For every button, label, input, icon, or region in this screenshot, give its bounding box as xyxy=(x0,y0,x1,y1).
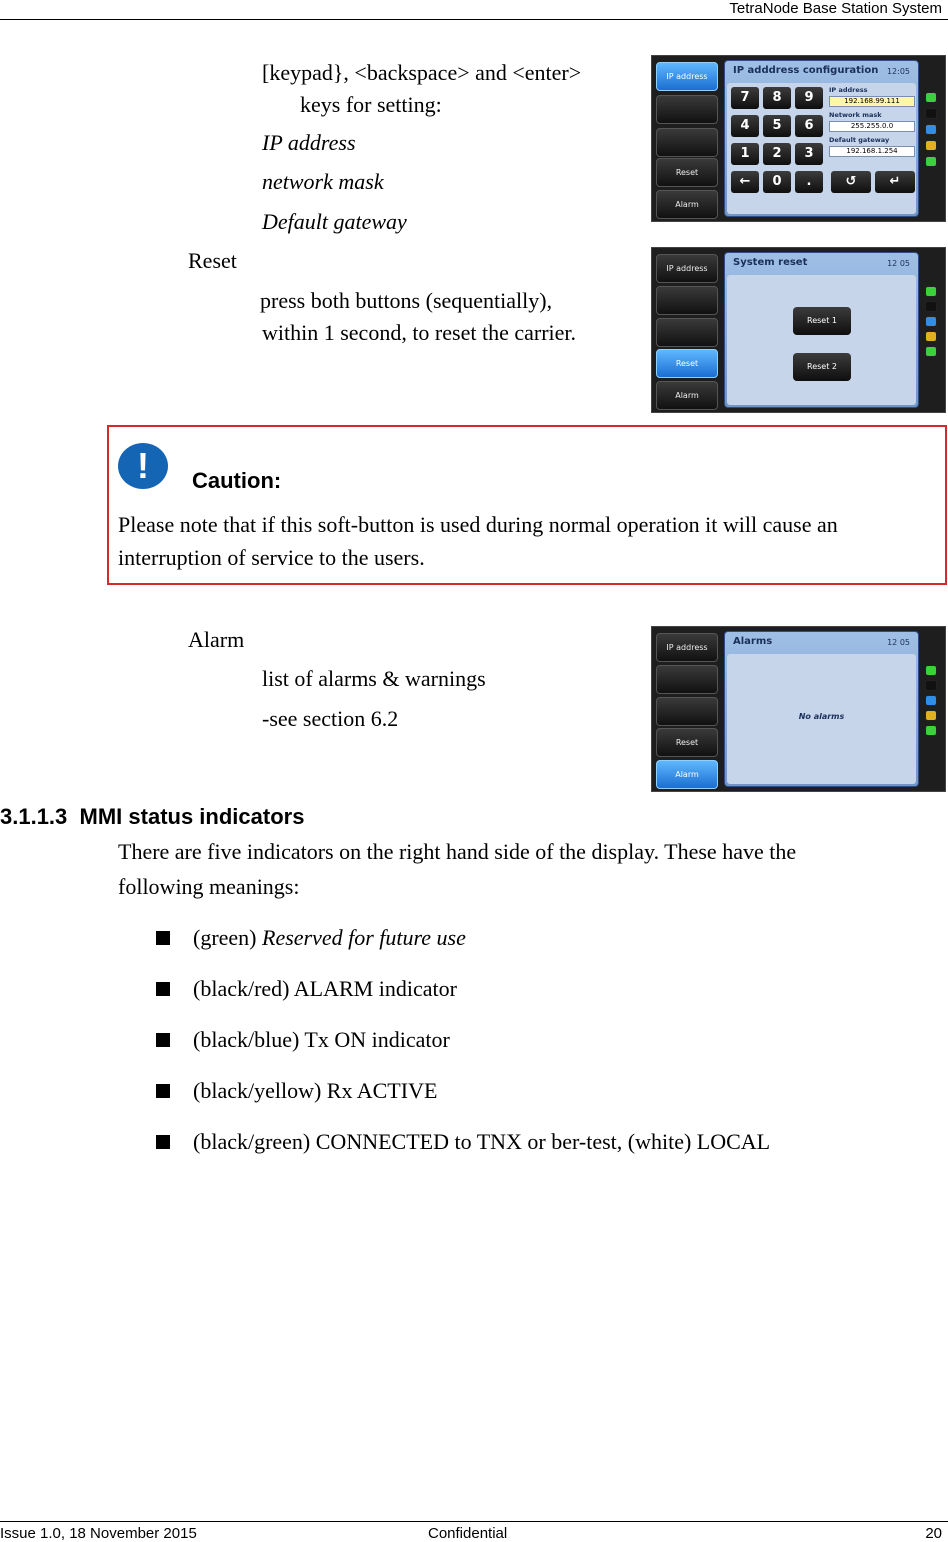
alarms-display xyxy=(724,631,919,787)
bullet-square-icon xyxy=(156,931,170,945)
key-7[interactable]: 7 xyxy=(731,87,759,109)
alarm-heading: Alarm xyxy=(188,627,245,652)
key-0[interactable]: 0 xyxy=(763,171,791,193)
side-button-reset[interactable]: Reset xyxy=(656,728,718,757)
caution-title: Caution: xyxy=(192,468,282,493)
led-green-2-icon xyxy=(925,725,937,736)
side-button-ip-address[interactable]: IP address xyxy=(656,62,718,91)
alarm-line2: -see section 6.2 xyxy=(262,706,399,731)
field-label-mask: Network mask xyxy=(829,111,882,119)
footer-rule xyxy=(0,1521,948,1522)
system-reset-title: System reset xyxy=(733,257,808,268)
key-dot[interactable]: . xyxy=(795,171,823,193)
side-button-blank-1[interactable] xyxy=(656,286,718,315)
side-button-alarm[interactable]: Alarm xyxy=(656,760,718,789)
bullet-item-5: (black/green) CONNECTED to TNX or ber-test, (white) LOCAL xyxy=(193,1129,771,1154)
reset-line2: within 1 second, to reset the carrier. xyxy=(262,320,577,345)
bullet-item-2: (black/red) ALARM indicator xyxy=(193,976,457,1001)
key-6[interactable]: 6 xyxy=(795,115,823,137)
led-blue-icon xyxy=(925,124,937,135)
ip-config-title: IP adddress configuration xyxy=(733,65,879,76)
key-4[interactable]: 4 xyxy=(731,115,759,137)
enter-icon: ↵ xyxy=(889,174,901,189)
system-reset-panel xyxy=(727,275,916,405)
section-number: 3.1.1.3 xyxy=(0,804,68,829)
led-yellow-icon xyxy=(925,331,937,342)
led-black-icon xyxy=(925,680,937,691)
side-button-blank-2[interactable] xyxy=(656,697,718,726)
key-1[interactable]: 1 xyxy=(731,143,759,165)
ip-instructions-line1: [keypad}, <backspace> and <enter> xyxy=(262,60,582,85)
side-button-ip-address[interactable]: IP address xyxy=(656,254,718,283)
ip-config-clock: 12:05 xyxy=(886,67,910,76)
undo-icon: ↺ xyxy=(845,174,857,189)
led-green-icon xyxy=(925,92,937,103)
ip-instructions-line2: keys for setting: xyxy=(300,92,442,117)
field-label-gateway: Default gateway xyxy=(829,136,890,144)
enter-key[interactable] xyxy=(875,171,915,193)
led-green-2-icon xyxy=(925,346,937,357)
alarm-line1: list of alarms & warnings xyxy=(262,666,486,691)
backspace-key[interactable]: ← xyxy=(731,171,759,193)
ip-address-field[interactable]: 192.168.99.111 xyxy=(829,96,915,107)
side-button-blank-1[interactable] xyxy=(656,95,718,124)
bullet-item-3: (black/blue) Tx ON indicator xyxy=(193,1027,450,1052)
bullet-square-icon xyxy=(156,1033,170,1047)
bullet-item-4: (black/yellow) Rx ACTIVE xyxy=(193,1078,438,1103)
led-green-2-icon xyxy=(925,156,937,167)
led-yellow-icon xyxy=(925,710,937,721)
footer-issue: Issue 1.0, 18 November 2015 xyxy=(0,1525,197,1542)
key-3[interactable]: 3 xyxy=(795,143,823,165)
bullet-square-icon xyxy=(156,982,170,996)
caution-text-line2: interruption of service to the users. xyxy=(118,545,425,570)
system-reset-clock: 12 05 xyxy=(887,259,910,268)
bullet-item-1 xyxy=(193,923,466,953)
default-gateway-field[interactable]: 192.168.1.254 xyxy=(829,146,915,157)
undo-key[interactable] xyxy=(831,171,871,193)
mmi-intro-line1: There are five indicators on the right hand side of the display. These have the xyxy=(118,839,797,864)
header-title: TetraNode Base Station System xyxy=(729,0,942,17)
section-title: MMI status indicators xyxy=(79,804,305,829)
side-button-blank-1[interactable] xyxy=(656,665,718,694)
system-reset-screenshot xyxy=(651,247,946,413)
side-button-alarm[interactable]: Alarm xyxy=(656,381,718,410)
ip-item-default-gateway: Default gateway xyxy=(262,209,407,234)
led-black-icon xyxy=(925,301,937,312)
key-9[interactable]: 9 xyxy=(795,87,823,109)
bullet-square-icon xyxy=(156,1135,170,1149)
reset-2-button[interactable]: Reset 2 xyxy=(793,353,851,381)
side-button-ip-address[interactable]: IP address xyxy=(656,633,718,662)
bullet-square-icon xyxy=(156,1084,170,1098)
led-green-icon xyxy=(925,286,937,297)
exclamation-icon: ! xyxy=(118,443,168,489)
side-button-reset[interactable]: Reset xyxy=(656,158,718,187)
led-yellow-icon xyxy=(925,140,937,151)
led-blue-icon xyxy=(925,316,937,327)
no-alarms-message: No alarms xyxy=(798,712,845,721)
ip-item-network-mask: network mask xyxy=(262,169,384,194)
caution-text-line1: Please note that if this soft-button is used during normal operation it will cause an xyxy=(118,512,838,537)
key-5[interactable]: 5 xyxy=(763,115,791,137)
reset-line1: press both buttons (sequentially), xyxy=(260,288,553,313)
ip-item-ip-address: IP address xyxy=(262,130,356,155)
field-label-ip: IP address xyxy=(829,86,868,94)
side-button-alarm[interactable]: Alarm xyxy=(656,190,718,219)
system-reset-display xyxy=(724,252,919,408)
led-blue-icon xyxy=(925,695,937,706)
alarms-clock: 12 05 xyxy=(887,638,910,647)
bullet-1-prefix: (green) xyxy=(193,925,263,950)
alarms-screenshot xyxy=(651,626,946,792)
footer-classification: Confidential xyxy=(428,1525,508,1542)
bullet-1-italic: Reserved for future use xyxy=(262,925,466,950)
side-button-blank-2[interactable] xyxy=(656,128,718,157)
led-black-icon xyxy=(925,108,937,119)
side-button-reset[interactable]: Reset xyxy=(656,349,718,378)
ip-config-display xyxy=(724,60,919,217)
section-heading xyxy=(0,804,304,830)
key-8[interactable]: 8 xyxy=(763,87,791,109)
header-rule xyxy=(0,19,948,20)
led-green-icon xyxy=(925,665,937,676)
key-2[interactable]: 2 xyxy=(763,143,791,165)
reset-heading: Reset xyxy=(188,248,237,273)
alarms-title: Alarms xyxy=(733,636,773,647)
ip-config-panel xyxy=(727,83,916,214)
side-button-blank-2[interactable] xyxy=(656,318,718,347)
ip-config-screenshot xyxy=(651,55,946,222)
mmi-intro-line2: following meanings: xyxy=(118,874,300,899)
alarms-panel xyxy=(727,654,916,784)
footer-page-number: 20 xyxy=(925,1525,942,1542)
reset-1-button[interactable]: Reset 1 xyxy=(793,307,851,335)
network-mask-field[interactable]: 255.255.0.0 xyxy=(829,121,915,132)
